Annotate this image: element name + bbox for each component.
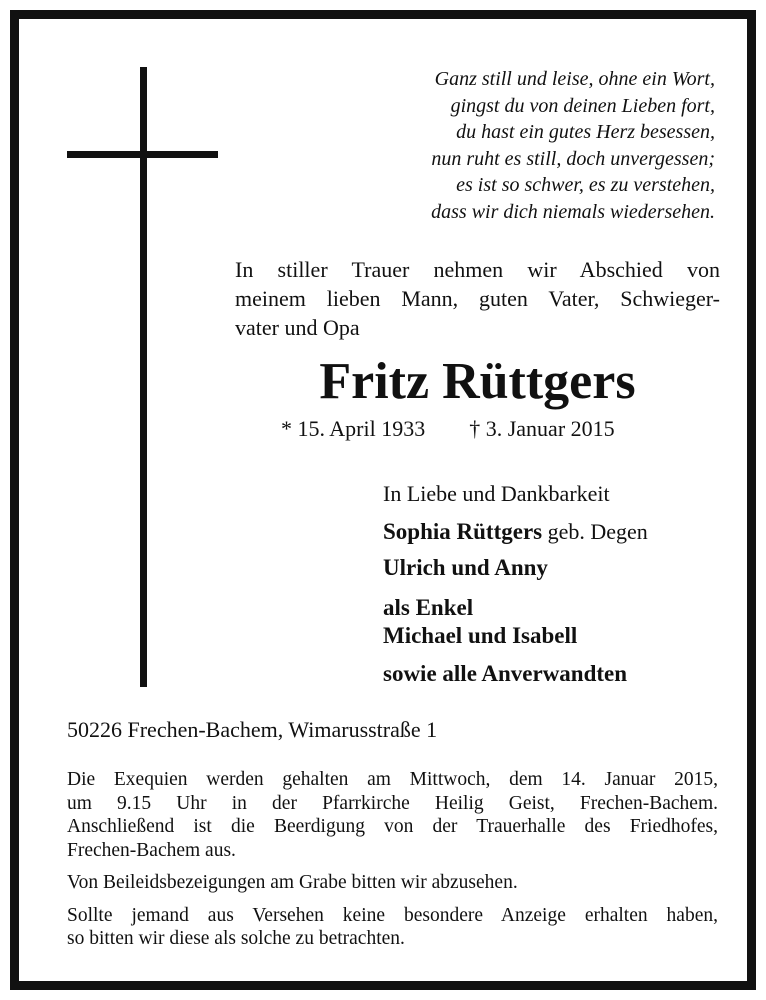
- intro-line: vater und Opa: [235, 315, 360, 340]
- relatives: sowie alle Anverwandten: [383, 661, 628, 686]
- funeral-line: Frechen-Bachem aus.: [67, 839, 236, 861]
- death-date: † 3. Januar 2015: [469, 416, 615, 441]
- grandchildren-label: als Enkel: [383, 595, 474, 620]
- family-signatures: [383, 480, 648, 688]
- children: Ulrich und Anny: [383, 555, 548, 580]
- intro-line: meinem lieben Mann, guten Vater, Schwieger-: [235, 286, 720, 311]
- poem-line: du hast ein gutes Herz besessen,: [456, 121, 715, 143]
- obituary-frame: [10, 10, 756, 990]
- family-opening: In Liebe und Dankbarkeit: [383, 481, 610, 506]
- grandchildren: Michael und Isabell: [383, 623, 578, 648]
- deceased-name: Fritz Rüttgers: [319, 353, 636, 410]
- cross-icon: [140, 67, 147, 687]
- notice-line: Sollte jemand aus Versehen keine besondere Anzeige erhalten haben,: [67, 904, 718, 926]
- family-address: 50226 Frechen-Bachem, Wimarusstraße 1: [67, 717, 438, 742]
- funeral-line: Die Exequien werden gehalten am Mittwoch, dem 14. Januar 2015,: [67, 769, 718, 790]
- funeral-details: [67, 768, 718, 951]
- funeral-paragraph: [67, 768, 718, 862]
- notice-line: so bitten wir diese als solche zu betrachten.: [67, 928, 405, 949]
- cross-icon-bar: [67, 151, 218, 158]
- notice-paragraph: [67, 904, 718, 951]
- birth-date: * 15. April 1933: [281, 416, 426, 441]
- poem-line: dass wir dich niemals wiedersehen.: [431, 200, 715, 223]
- poem: [431, 66, 715, 225]
- widow: [383, 518, 648, 546]
- poem-line: nun ruht es still, doch unvergessen;: [431, 147, 715, 170]
- poem-line: Ganz still und leise, ohne ein Wort,: [434, 68, 715, 90]
- poem-line: gingst du von deinen Lieben fort,: [450, 94, 715, 117]
- funeral-line: Anschließend ist die Beerdigung von der Trauerhalle des Friedhofes,: [67, 816, 718, 837]
- funeral-line: um 9.15 Uhr in der Pfarrkirche Heilig Geist, Frechen-Bachem.: [67, 792, 718, 814]
- widow-name: Sophia Rüttgers: [383, 519, 543, 544]
- condolence-note: Von Beileidsbezeigungen am Grabe bitten wir abzusehen.: [67, 872, 518, 893]
- intro-text: [235, 255, 720, 342]
- poem-line: es ist so schwer, es zu verstehen,: [456, 174, 715, 196]
- intro-line: In stiller Trauer nehmen wir Abschied von: [235, 257, 720, 282]
- life-dates: [281, 415, 615, 443]
- widow-maiden-name: geb. Degen: [547, 519, 648, 544]
